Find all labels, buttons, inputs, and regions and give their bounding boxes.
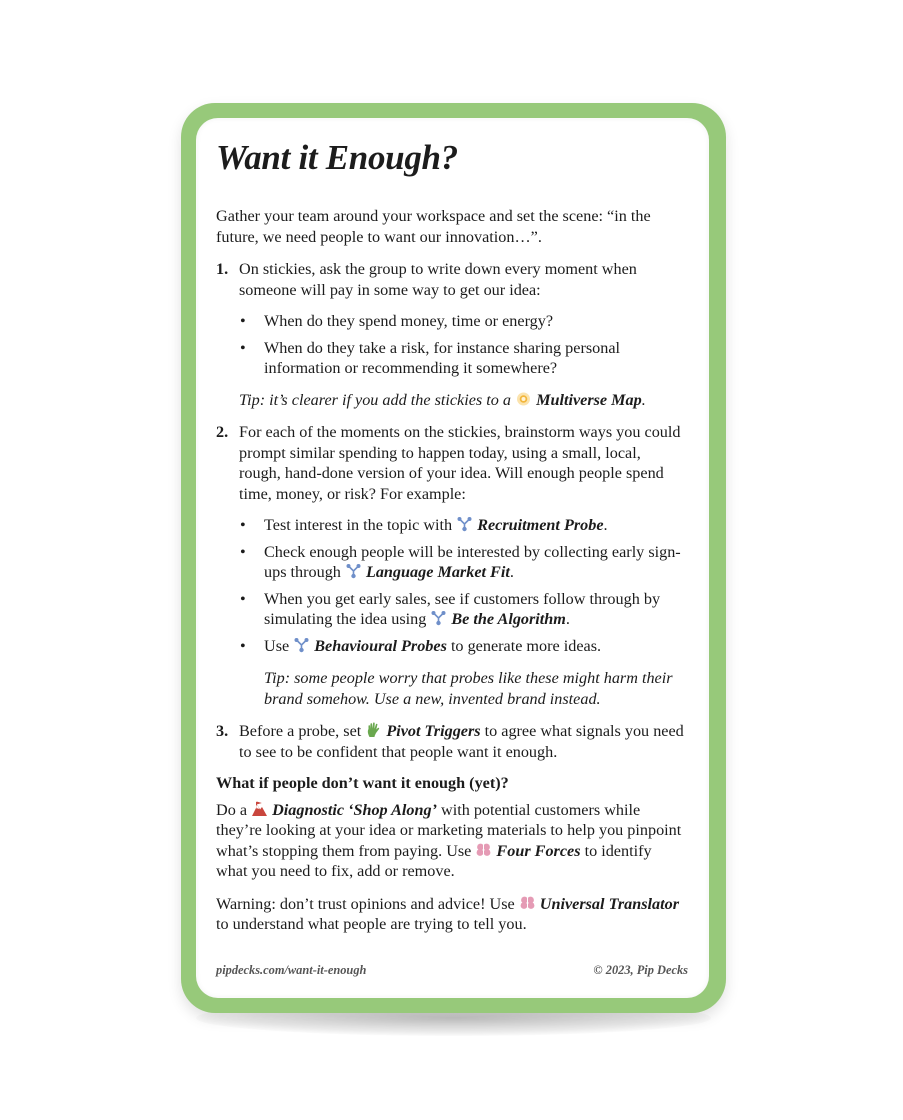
step-number: 3. [216,722,229,740]
step-1 [216,259,686,410]
paragraph-warning: Warning: don’t trust opinions and advice! Use Universal Translator to understand what people are trying to tell you. [216,894,680,933]
footer-copyright: © 2023, Pip Decks [593,963,688,977]
step-2 [216,422,686,709]
list-item: • When you get early sales, see if customers follow through by simulating the idea using Be the Algorithm. [240,589,661,628]
tip-text: Tip: some people worry that probes like these might harm their brand somehow. Use a new, invented brand instead. [264,669,673,708]
probe-icon [293,637,310,653]
card-footer [216,963,688,978]
card-reference: Pivot Triggers [386,722,481,740]
list-item: • Check enough people will be interested by collecting early sign-ups through Language Market Fit. [240,542,681,581]
step-text: For each of the moments on the stickies, brainstorm ways you could prompt similar spending to happen today, using a small, local, rough, hand-done version of your idea. Will enough people spend time, money, or risk? For example: [239,423,681,503]
sun-icon [515,391,532,407]
step-number: 1. [216,260,229,278]
section-heading: What if people don’t want it enough (yet)? [216,774,509,792]
step-3 [216,721,686,762]
brain-icon [475,842,492,858]
step-2-bullets [239,515,686,656]
step-text: Before a probe, set Pivot Triggers to agree what signals you need to see to be confident that people want it enough. [239,722,684,761]
list-item: • When do they spend money, time or energy? [240,312,554,330]
card-content [216,130,686,935]
card-title: Want it Enough? [216,138,458,177]
probe-icon [456,516,473,532]
probe-icon [345,563,362,579]
mountain-icon [251,801,268,817]
probe-icon [430,610,447,626]
card-reference: Language Market Fit [365,563,510,581]
step-number: 2. [216,423,229,441]
card-reference: Recruitment Probe [477,516,604,534]
brain-icon [519,895,536,911]
card-reference: Be the Algorithm [451,610,566,628]
paragraph-diagnostic: Do a Diagnostic ‘Shop Along’ with potential customers while they’re looking at your idea or marketing materials to help you pinpoint what’s stopping them from paying. Use Four Forces to identify what you need to fix, add or remove. [216,800,682,880]
tip-text: Tip: it’s clearer if you add the stickies to a Multiverse Map. [239,390,646,409]
step-text: On stickies, ask the group to write down every moment when someone will pay in some way to get our idea: [239,260,637,299]
card-reference: Universal Translator [539,894,680,913]
intro-text: Gather your team around your workspace and set the scene: “in the future, we need people to want our innovation…”. [216,207,651,246]
card-reference: Diagnostic ‘Shop Along’ [272,800,437,819]
card-reference: Behavioural Probes [314,636,447,655]
list-item: • When do they take a risk, for instance sharing personal information or recommending it somewhere? [240,338,621,377]
card-reference: Four Forces [496,841,581,860]
footer-url: pipdecks.com/want-it-enough [216,963,367,977]
card-reference: Multiverse Map [536,390,642,409]
list-item: • Use Behavioural Probes to generate more ideas. [240,636,602,655]
hand-icon [365,722,382,738]
list-item: • Test interest in the topic with Recruitment Probe. [240,516,608,534]
step-1-bullets [239,311,686,379]
